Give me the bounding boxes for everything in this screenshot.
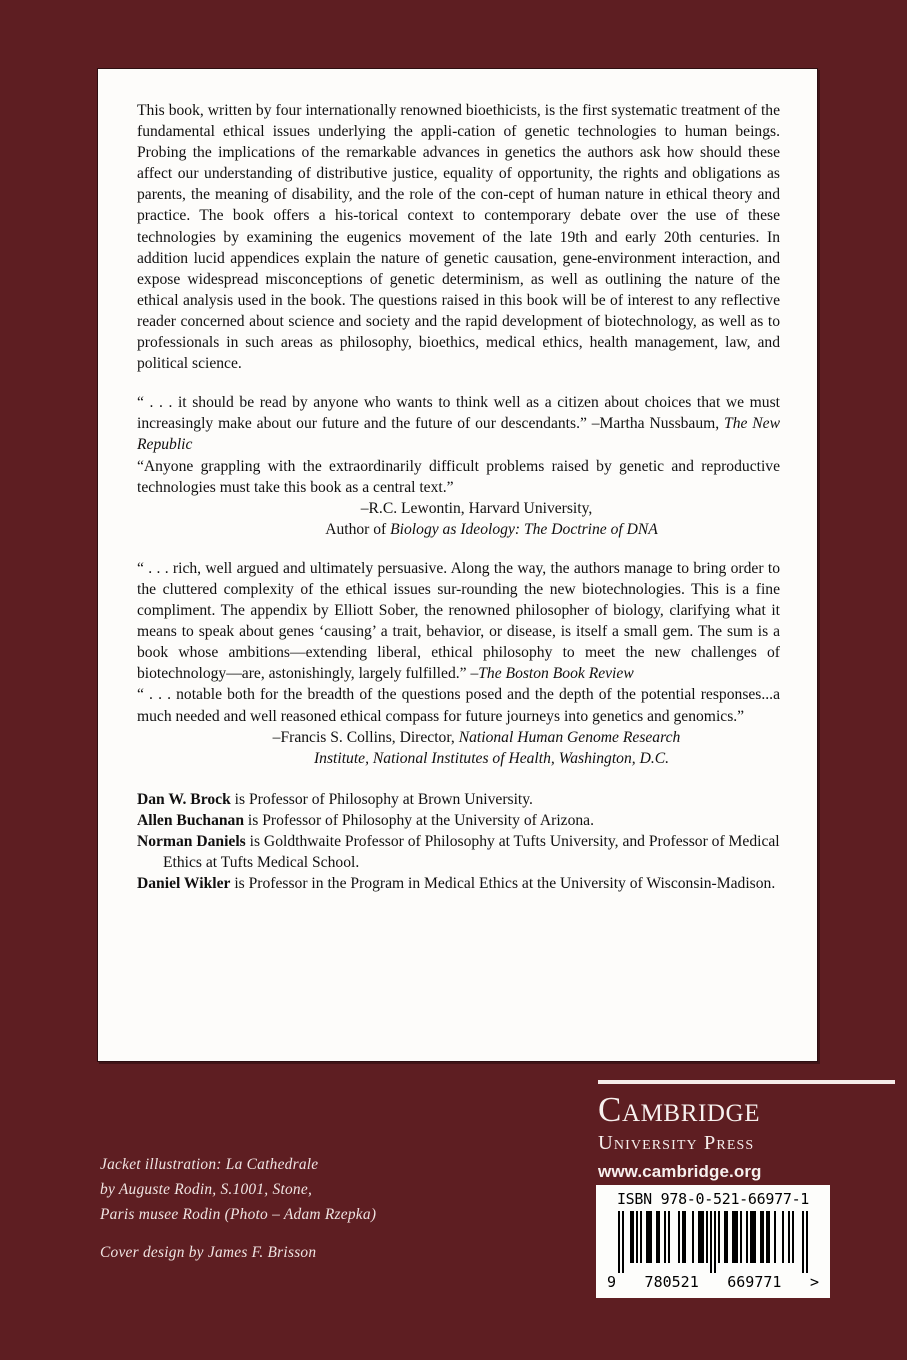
publisher-website-url[interactable]: www.cambridge.org [598, 1162, 762, 1181]
attribution-plain: –R.C. Lewontin, Harvard University, [360, 499, 593, 517]
author-bio [137, 789, 780, 810]
author-bio [137, 831, 780, 873]
publisher-divider-rule [598, 1080, 895, 1084]
author-name: Norman Daniels [137, 833, 246, 850]
isbn-label: ISBN 978-0-521-66977-1 [616, 1190, 810, 1208]
ean-group-2: 669771 [727, 1273, 782, 1291]
attribution-italic: National Human Genome Research [458, 728, 681, 746]
illustration-credit-line: by Auguste Rodin, S.1001, Stone, [100, 1181, 313, 1198]
credits-spacer [100, 1227, 530, 1240]
isbn-barcode [596, 1185, 830, 1298]
cover-design-credit: Cover design by James F. Brisson [100, 1244, 317, 1261]
illustration-credit-line: Jacket illustration: La Cathedrale [100, 1156, 319, 1173]
author-bio-text: is Professor of Philosophy at Brown University. [230, 790, 533, 808]
author-biographies [137, 789, 780, 894]
author-bio [137, 810, 780, 831]
attribution-italic: Institute, National Institutes of Health, Washington, D.C. [313, 749, 670, 767]
review-attribution-line [137, 519, 780, 540]
review-nussbaum [137, 392, 780, 455]
attribution-italic: Biology as Ideology: The Doctrine of DNA [390, 520, 658, 538]
author-bio [137, 873, 780, 894]
review-attribution-line [137, 498, 780, 519]
author-name: Dan W. Brock [137, 790, 231, 808]
review-quote-text: “ . . . it should be read by anyone who wants to think well as a citizen about choices that we must increasingly make about our future and the future of our descendants.” –Martha Nussbaum, [137, 394, 780, 433]
review-quote [137, 392, 780, 455]
jacket-credits [100, 1152, 530, 1265]
attribution-plain: –Francis S. Collins, Director, [272, 728, 459, 746]
author-bio-text: is Professor of Philosophy at the University of Arizona. [244, 811, 594, 829]
illustration-credit-line: Paris musee Rodin (Photo – Adam Rzepka) [100, 1206, 377, 1223]
back-cover-text-panel [97, 68, 818, 1062]
ean-left-digit: 9 [607, 1273, 617, 1291]
review-source: The Boston Book Review [478, 665, 634, 683]
publisher-name: Cambridge [598, 1090, 761, 1129]
publisher-subtitle: University Press [598, 1132, 755, 1154]
attribution-plain: Author of [325, 520, 391, 538]
review-quote: “ . . . notable both for the breadth of the questions posed and the depth of the potential responses...a much needed and well reasoned ethical compass for future journeys into genetics and genomics.” [137, 686, 780, 725]
review-lewontin [137, 456, 780, 540]
review-collins [137, 684, 780, 768]
review-quote [137, 558, 780, 685]
review-source: The New Republic [137, 415, 780, 454]
author-bio-text: is Goldthwaite Professor of Philosophy at Tufts University, and Professor of Medical Ethics at Tufts Medical School. [163, 833, 780, 872]
book-description: This book, written by four internationally renowned bioethicists, is the first systematic treatment of the fundamental ethical issues underlying the appli-cation of genetic technologies to human beings. Probing the implications of the remarkable advances in genetics the authors ask how should these affect our understanding of distributive justice, equality of opportunity, the rights and obligations as parents, the meaning of disability, and the role of the con-cept of human nature in ethical theory and practice. The book offers a his-torical context to contemporary debate over the use of these technologies by examining the eugenics movement of the late 19th and early 20th centuries. In addition lucid appendices explain the nature of genetic causation, gene-environment interaction, and expose widespread misconceptions of genetic determinism, as well as outlining the nature of the ethical analysis used in the book. The questions raised in this book will be of interest to any reflective reader concerned about science and society and the rapid development of biotechnology, as well as to professionals in such areas as philosophy, bioethics, medical ethics, health management, law, and political science. [137, 102, 780, 373]
barcode-bars [618, 1211, 808, 1273]
author-name: Allen Buchanan [137, 811, 245, 829]
author-name: Daniel Wikler [137, 875, 231, 893]
review-quote-text: “ . . . rich, well argued and ultimately persuasive. Along the way, the authors manage to bring order to the cluttered complexity of the ethical issues sur-rounding the new biotechnologies. This is a fine compliment. The appendix by Elliott Sober, the renowned philosopher of biology, clarifying what it means to speak about genes ‘causing’ a trait, behavior, or disease, is itself a small gem. The sum is a book whose ambitions—extending liberal, ethical philosophy to meet the new challenges of biotechnology—are, astonishingly, largely fulfilled.” – [137, 559, 780, 683]
ean-digits [605, 1274, 821, 1291]
author-bio-text: is Professor in the Program in Medical Ethics at the University of Wisconsin-Madison. [230, 875, 776, 893]
panel-content [137, 100, 780, 894]
review-attribution-line [137, 748, 780, 769]
review-boston-book-review [137, 558, 780, 685]
review-attribution-line [137, 727, 780, 748]
cambridge-university-press-logo [598, 1090, 898, 1183]
ean-trailing-symbol: > [809, 1273, 819, 1291]
review-quote: “Anyone grappling with the extraordinarily difficult problems raised by genetic and reproductive technologies must take this book as a central text.” [137, 457, 780, 496]
ean-group-1: 780521 [644, 1273, 699, 1291]
